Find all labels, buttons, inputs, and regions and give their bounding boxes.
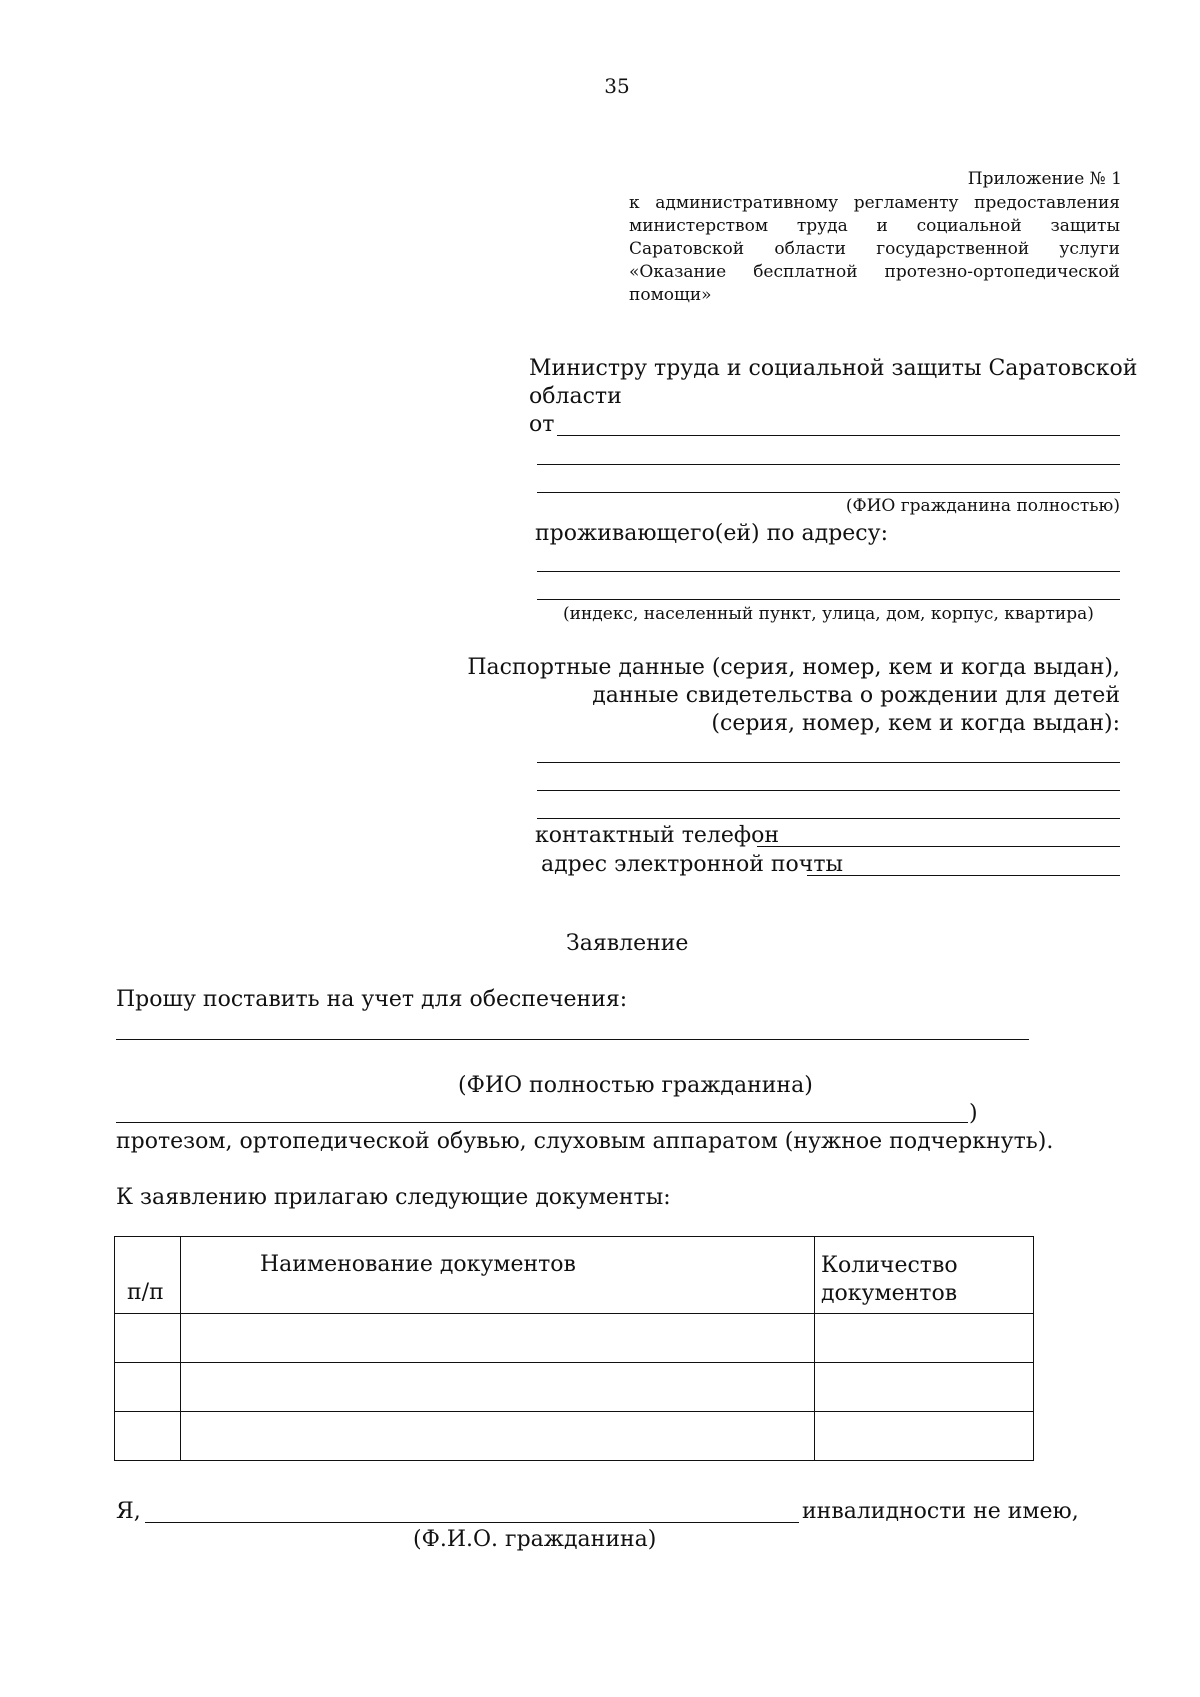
phone-label: контактный телефон <box>535 823 780 848</box>
header-qty-cell <box>815 1237 1034 1314</box>
request-field-line-2[interactable] <box>116 1122 968 1123</box>
address-caption: (индекс, населенный пункт, улица, дом, корпус, квартира) <box>563 604 1094 624</box>
email-field[interactable] <box>807 875 1120 876</box>
appendix-description <box>629 192 1120 307</box>
fio-field-line-3[interactable] <box>537 492 1120 493</box>
passport-field-line-1[interactable] <box>537 762 1120 763</box>
row-qty-cell[interactable] <box>815 1363 1034 1412</box>
appendix-line: Саратовской области государственной услуги <box>629 239 1120 259</box>
passport-label-line-1: Паспортные данные (серия, номер, кем и когда выдан), <box>467 655 1120 680</box>
fio-field-line-2[interactable] <box>537 464 1120 465</box>
passport-label-line-2: данные свидетельства о рождении для детей <box>592 683 1120 708</box>
email-label: адрес электронной почты <box>541 852 844 877</box>
header-num-label: п/п <box>127 1280 164 1305</box>
header-qty-label-line-1: Количество <box>821 1253 958 1278</box>
table-row <box>115 1412 1034 1461</box>
passport-field-line-2[interactable] <box>537 790 1120 791</box>
request-field-line-1[interactable] <box>116 1039 1029 1040</box>
request-label: Прошу поставить на учет для обеспечения: <box>116 987 628 1012</box>
address-field-line-1[interactable] <box>537 571 1120 572</box>
addressee-line-1: Министру труда и социальной защиты Саратовской <box>529 356 1138 381</box>
appendix-line: министерством труда и социальной защиты <box>629 216 1120 236</box>
appendix-line: «Оказание бесплатной протезно-ортопедической <box>629 262 1120 282</box>
from-label: от <box>529 412 555 437</box>
passport-label-line-3: (серия, номер, кем и когда выдан): <box>711 711 1120 736</box>
addressee-line-2: области <box>529 384 622 409</box>
phone-field[interactable] <box>757 846 1120 847</box>
header-name-label: Наименование документов <box>260 1252 576 1277</box>
declaration-fio-field[interactable] <box>145 1522 799 1523</box>
row-qty-cell[interactable] <box>815 1314 1034 1363</box>
items-line: протезом, ортопедической обувью, слуховым аппаратом (нужное подчеркнуть). <box>116 1129 1054 1154</box>
row-name-cell[interactable] <box>181 1363 815 1412</box>
declaration-caption: (Ф.И.О. гражданина) <box>413 1527 657 1552</box>
row-num-cell[interactable] <box>115 1412 181 1461</box>
appendix-title: Приложение № 1 <box>967 169 1122 189</box>
fio-full-caption: (ФИО полностью гражданина) <box>458 1073 813 1098</box>
declaration-suffix: инвалидности не имею, <box>802 1499 1079 1524</box>
row-num-cell[interactable] <box>115 1314 181 1363</box>
attach-label: К заявлению прилагаю следующие документы: <box>116 1185 671 1210</box>
table-row <box>115 1363 1034 1412</box>
row-num-cell[interactable] <box>115 1363 181 1412</box>
table-header-row <box>115 1237 1034 1314</box>
header-name-cell <box>181 1237 815 1314</box>
appendix-line: помощи» <box>629 285 712 305</box>
table-row <box>115 1314 1034 1363</box>
appendix-line: к административному регламенту предоставления <box>629 193 1120 213</box>
row-name-cell[interactable] <box>181 1314 815 1363</box>
address-field-line-2[interactable] <box>537 599 1120 600</box>
statement-title: Заявление <box>566 931 689 956</box>
row-name-cell[interactable] <box>181 1412 815 1461</box>
header-num-cell <box>115 1237 181 1314</box>
closing-paren: ) <box>969 1101 978 1126</box>
residence-label: проживающего(ей) по адресу: <box>535 521 888 546</box>
declaration-prefix: Я, <box>116 1499 141 1524</box>
fio-caption: (ФИО гражданина полностью) <box>845 496 1120 516</box>
header-qty-label-line-2: документов <box>821 1281 958 1306</box>
page-number: 35 <box>604 74 630 98</box>
from-fio-field[interactable] <box>557 435 1120 436</box>
row-qty-cell[interactable] <box>815 1412 1034 1461</box>
documents-table <box>114 1236 1034 1461</box>
passport-field-line-3[interactable] <box>537 818 1120 819</box>
